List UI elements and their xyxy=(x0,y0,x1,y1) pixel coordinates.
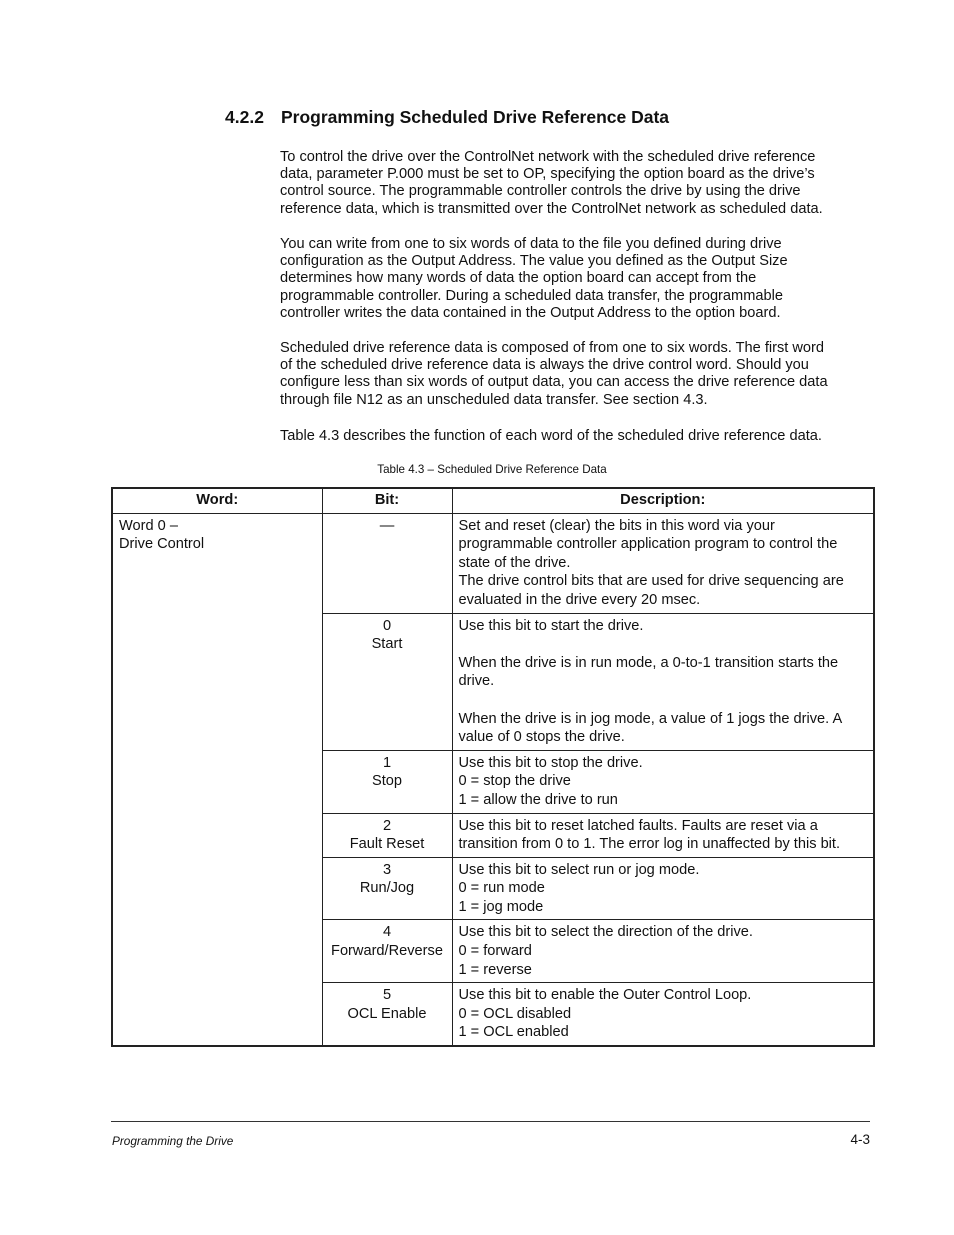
paragraph-line: data, parameter P.000 must be set to OP, specifying the option board as the drive’s xyxy=(280,166,815,183)
description-line: 0 = forward xyxy=(458,943,532,960)
description-line: 1 = jog mode xyxy=(458,898,544,915)
description-line: 1 = allow the drive to run xyxy=(458,791,618,808)
bit-name: Forward/Reverse xyxy=(331,943,443,960)
footer-divider xyxy=(111,1121,870,1122)
description-line: value of 0 stops the drive. xyxy=(458,729,625,746)
description-cell xyxy=(452,513,874,613)
word-label: Word 0 – xyxy=(119,517,178,534)
section-heading xyxy=(225,107,669,128)
reference-data-table xyxy=(111,487,875,1047)
bit-number: 3 xyxy=(382,861,392,878)
paragraph-2 xyxy=(280,236,880,322)
paragraph-line: Table 4.3 describes the function of each word of the scheduled drive reference data. xyxy=(280,428,822,444)
paragraph-line: You can write from one to six words of data to the file you defined during drive xyxy=(280,236,782,252)
description-cell xyxy=(452,920,874,983)
paragraph-line: through file N12 as an unscheduled data transfer. See section 4.3. xyxy=(280,391,708,408)
description-line: Use this bit to select run or jog mode. xyxy=(458,861,700,878)
paragraph-line: of the scheduled drive reference data is always the drive control word. Should you xyxy=(280,357,809,374)
footer-chapter-title: Programming the Drive xyxy=(112,1134,234,1148)
bit-number: 2 xyxy=(382,817,392,834)
description-line: When the drive is in jog mode, a value of 1 jogs the drive. A xyxy=(458,710,843,727)
bit-cell xyxy=(322,857,452,920)
paragraph-line: controller writes the data contained in the Output Address to the option board. xyxy=(280,304,781,321)
description-line: Use this bit to select the direction of the drive. xyxy=(458,924,753,941)
description-line: Use this bit to reset latched faults. Faults are reset via a xyxy=(458,817,818,834)
bit-cell xyxy=(322,813,452,857)
paragraph-line: reference data, which is transmitted over the ControlNet network as scheduled data. xyxy=(280,200,823,217)
bit-cell xyxy=(322,920,452,983)
section-number: 4.2.2 xyxy=(225,107,264,127)
paragraph-gap xyxy=(459,635,868,654)
bit-number: 4 xyxy=(382,924,392,941)
description-cell xyxy=(452,750,874,813)
description-line: Use this bit to stop the drive. xyxy=(458,754,643,771)
header-bit: Bit: xyxy=(322,488,452,513)
description-line: When the drive is in run mode, a 0-to-1 transition starts the xyxy=(458,654,839,671)
bit-name: Start xyxy=(371,636,403,653)
bit-cell xyxy=(322,750,452,813)
word-cell xyxy=(112,513,322,1046)
description-line: The drive control bits that are used for drive sequencing are xyxy=(458,573,844,590)
paragraph-line: To control the drive over the ControlNet network with the scheduled drive reference xyxy=(280,149,816,165)
table-row xyxy=(112,513,874,613)
bit-number: 5 xyxy=(382,987,392,1004)
description-cell xyxy=(452,613,874,750)
section-title: Programming Scheduled Drive Reference Data xyxy=(281,107,670,127)
description-cell xyxy=(452,857,874,920)
paragraph-line: configuration as the Output Address. The value you defined as the Output Size xyxy=(280,253,788,270)
paragraph-line: control source. The programmable controller controls the drive by using the drive xyxy=(280,183,801,200)
description-line: 1 = reverse xyxy=(458,961,532,978)
bit-number: 0 xyxy=(382,617,392,634)
description-line: 0 = OCL disabled xyxy=(458,1005,572,1022)
word-label: Drive Control xyxy=(119,536,205,553)
description-line: Set and reset (clear) the bits in this word via your xyxy=(458,517,775,534)
paragraph-line: configure less than six words of output data, you can access the drive reference data xyxy=(280,374,828,391)
description-cell xyxy=(452,813,874,857)
description-line: 0 = run mode xyxy=(458,880,545,897)
bit-name: OCL Enable xyxy=(347,1005,427,1022)
table-header-row xyxy=(112,488,874,513)
paragraph-4 xyxy=(280,428,880,445)
header-word: Word: xyxy=(112,488,322,513)
description-line: Use this bit to enable the Outer Control Loop. xyxy=(458,987,752,1004)
paragraph-gap xyxy=(459,691,868,710)
paragraph-line: Scheduled drive reference data is composed of from one to six words. The first word xyxy=(280,340,825,356)
paragraph-3 xyxy=(280,340,880,409)
bit-cell xyxy=(322,613,452,750)
description-line: 1 = OCL enabled xyxy=(458,1024,569,1041)
description-line: state of the drive. xyxy=(458,554,571,571)
paragraph-line: programmable controller. During a scheduled data transfer, the programmable xyxy=(280,287,783,304)
bit-name: Fault Reset xyxy=(349,836,425,853)
bit-cell xyxy=(322,513,452,613)
header-description: Description: xyxy=(452,488,874,513)
description-cell xyxy=(452,983,874,1046)
description-line: evaluated in the drive every 20 msec. xyxy=(458,591,701,608)
description-line: programmable controller application program to control the xyxy=(458,536,838,553)
bit-cell xyxy=(322,983,452,1046)
bit-number: — xyxy=(379,517,395,534)
description-line: 0 = stop the drive xyxy=(458,773,571,790)
paragraph-1 xyxy=(280,149,880,218)
description-line: drive. xyxy=(458,673,495,690)
table-caption: Table 4.3 – Scheduled Drive Reference Data xyxy=(377,463,607,476)
bit-number: 1 xyxy=(382,754,392,771)
bit-name: Run/Jog xyxy=(359,880,415,897)
page-number: 4-3 xyxy=(850,1132,870,1147)
paragraph-line: determines how many words of data the option board can accept from the xyxy=(280,270,757,287)
description-line: transition from 0 to 1. The error log in unaffected by this bit. xyxy=(458,836,841,853)
bit-name: Stop xyxy=(371,773,403,790)
description-line: Use this bit to start the drive. xyxy=(458,617,644,634)
